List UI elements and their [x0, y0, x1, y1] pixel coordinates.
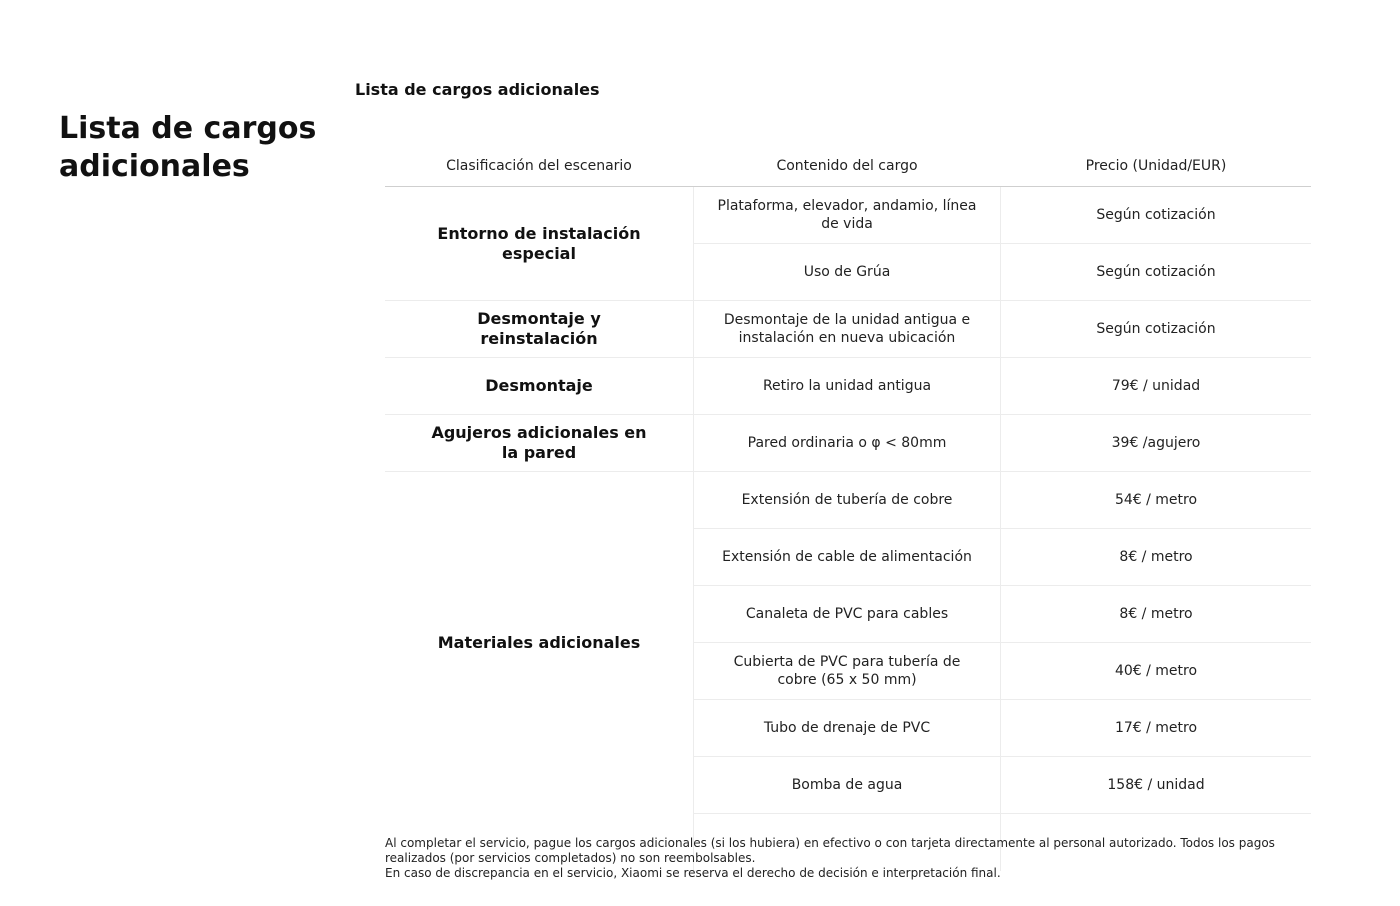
section-heading: Lista de cargos adicionales — [355, 80, 600, 99]
table-row — [693, 187, 1311, 244]
table-row — [693, 472, 1311, 529]
footnote — [385, 836, 1305, 881]
table-row — [693, 529, 1311, 586]
charge-content: Canaleta de PVC para cables — [745, 606, 949, 622]
table-row — [693, 301, 1311, 358]
scenario-cell: Desmontaje — [385, 358, 693, 415]
table-row — [693, 700, 1311, 757]
table-row — [693, 586, 1311, 643]
charge-price: 79€ / unidad — [1111, 378, 1201, 394]
header-price: Precio (Unidad/EUR) — [1085, 158, 1227, 174]
charge-price: 8€ / metro — [1119, 606, 1193, 622]
table-row — [693, 415, 1311, 472]
charge-content: Desmontaje de la unidad antigua e instalación en nueva ubicación — [723, 312, 971, 346]
table-row — [693, 757, 1311, 814]
charge-price: Según cotización — [1096, 264, 1216, 280]
charge-content: Retiro la unidad antigua — [762, 378, 932, 394]
charge-content: Extensión de cable de alimentación — [722, 549, 972, 565]
table-row — [693, 358, 1311, 415]
charge-price: Según cotización — [1096, 207, 1216, 223]
charge-price: 158€ / unidad — [1107, 777, 1205, 793]
table-header — [385, 146, 1311, 187]
charge-price: 40€ / metro — [1114, 663, 1198, 679]
table-row — [693, 244, 1311, 301]
charge-price: 17€ / metro — [1114, 720, 1198, 736]
scenario-cell: Desmontaje y reinstalación — [385, 301, 693, 358]
charge-content: Cubierta de PVC para tubería de cobre (65 x 50 mm) — [733, 654, 961, 688]
scenario-cell: Agujeros adicionales en la pared — [385, 415, 693, 472]
table-row — [693, 643, 1311, 700]
charge-content: Pared ordinaria o φ < 80mm — [747, 435, 947, 451]
charge-content: Bomba de agua — [791, 777, 903, 793]
charge-content: Extensión de tubería de cobre — [741, 492, 953, 508]
header-content: Contenido del cargo — [776, 158, 918, 174]
charge-price: 8€ / metro — [1119, 549, 1193, 565]
charge-content: Plataforma, elevador, andamio, línea de vida — [717, 198, 977, 232]
scenario-cell: Entorno de instalación especial — [385, 187, 693, 301]
header-scenario: Clasificación del escenario — [446, 158, 632, 174]
charge-content: Tubo de drenaje de PVC — [763, 720, 931, 736]
charge-price: Según cotización — [1096, 321, 1216, 337]
charge-price: 54€ / metro — [1114, 492, 1198, 508]
scenario-cell: Materiales adicionales — [437, 633, 641, 652]
charge-content: Uso de Grúa — [803, 264, 891, 280]
footnote-payment: Al completar el servicio, pague los cargos adicionales (si los hubiera) en efectivo o con tarjeta directamente al personal autorizado. Todos los pagos realizados (por servicios completados) no son reembolsables. — [385, 836, 1275, 865]
footnote-disclaimer: En caso de discrepancia en el servicio, Xiaomi se reserva el derecho de decisión e interpretación final. — [385, 866, 1001, 880]
page-title: Lista de cargos adicionales — [59, 111, 317, 184]
charge-price: 39€ /agujero — [1111, 435, 1201, 451]
